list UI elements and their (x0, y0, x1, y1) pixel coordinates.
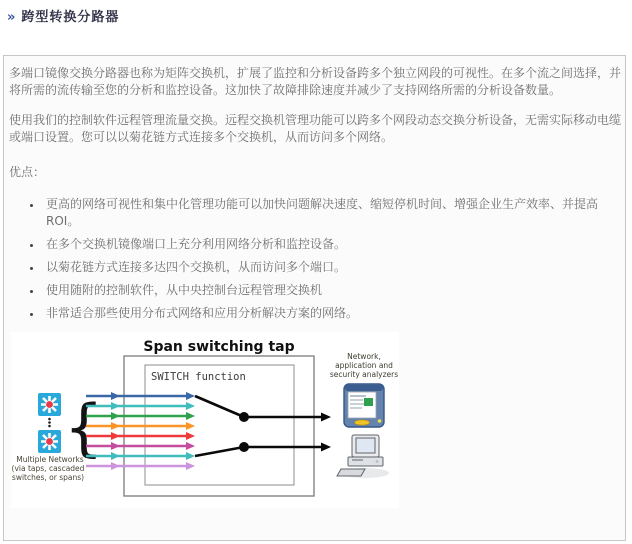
page-title-text: 跨型转换分路器 (21, 10, 120, 25)
intro-paragraph-2: 使用我们的控制软件远程管理流量交换。远程交换机管理功能可以跨多个网段动态交换分析设备，无需实际移动电缆或端口设置。您可以以菊花链方式连接多个交换机，从而访问多个网络。 (9, 113, 622, 144)
svg-text:(via taps, cascaded: (via taps, cascaded (11, 464, 85, 473)
svg-text:switches, or spans): switches, or spans) (11, 473, 85, 482)
network-icon (38, 393, 61, 416)
content-panel (3, 55, 626, 541)
brace-glyph: { (64, 391, 104, 464)
benefit-item: • 以菊花链方式连接多达四个交换机，从而访问多个端口。 (42, 259, 608, 276)
multiple-networks-label (12, 455, 85, 482)
dotted-connector (48, 418, 51, 428)
intro-paragraph-1: 多端口镜像交换分路器也称为矩阵交换机，扩展了监控和分析设备跨多个独立网段的可视性。在多个流之间选择，并将所需的流传输至您的分析和监控设备。这加快了故障排除速度并减少了支持网络所需的分析设备数量。 (9, 66, 622, 97)
benefit-item: • 更高的网络可视性和集中化管理功能可以加快问题解决速度、缩短停机时间、增强企业生产效率、并提高ROI。 (42, 196, 608, 230)
diagram-title: Span switching tap (143, 339, 295, 355)
benefit-item: • 使用随附的控制软件，从中央控制台远程管理交换机 (42, 282, 608, 299)
switch-function-label: SWITCH function (151, 371, 246, 383)
double-chevron-icon: » (7, 10, 17, 25)
svg-text:security analyzers: security analyzers (329, 370, 399, 379)
benefits-list (8, 196, 608, 328)
svg-text:Network,: Network, (347, 352, 381, 361)
diagram-svg (11, 332, 399, 508)
svg-text:application and: application and (335, 361, 393, 370)
computer-icon (337, 435, 389, 478)
analyzers-label (330, 352, 398, 379)
benefits-label: 优点： (9, 165, 46, 179)
benefit-item: • 非常适合那些使用分布式网络和应用分析解决方案的网络。 (42, 305, 608, 322)
span-switching-tap-diagram (11, 332, 399, 508)
benefit-item: • 在多个交换机镜像端口上充分利用网络分析和监控设备。 (42, 236, 608, 253)
analyzer-device-icon (344, 384, 384, 427)
svg-text:Multiple Networks: Multiple Networks (16, 455, 84, 464)
network-icon (38, 430, 61, 453)
page-title (7, 6, 119, 25)
